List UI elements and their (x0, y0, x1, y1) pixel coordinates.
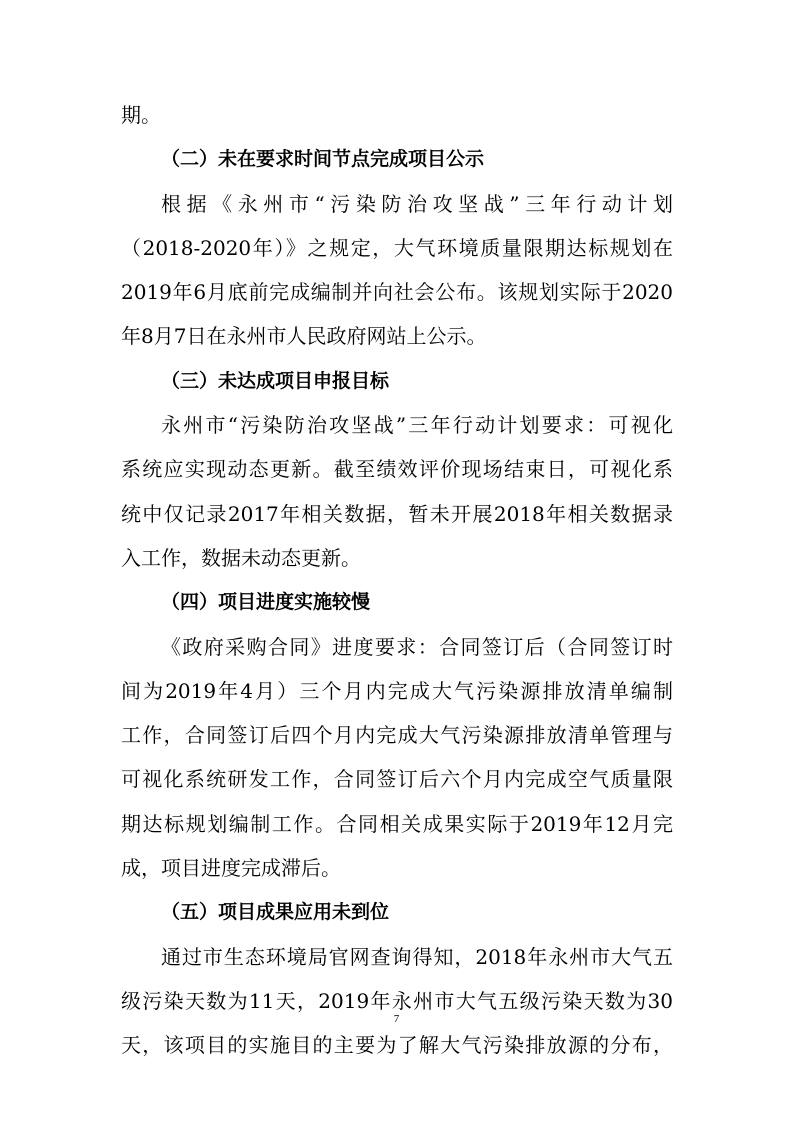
paragraph-line: 期达标规划编制工作。合同相关成果实际于2019年12月完 (121, 811, 673, 836)
paragraph-line: 入工作，数据未动态更新。 (121, 545, 361, 570)
paragraph-line: 成，项目进度完成滞后。 (121, 856, 341, 881)
paragraph-line: 统中仅记录2017年相关数据，暂未开展2018年相关数据录 (121, 501, 673, 526)
paragraph-line: 永州市“污染防治攻坚战”三年行动计划要求：可视化 (161, 413, 673, 438)
paragraph-line: 2019年6月底前完成编制并向社会公布。该规划实际于2020 (121, 280, 673, 305)
paragraph-line: 年8月7日在永州市人民政府网站上公示。 (121, 324, 487, 349)
paragraph-line: 根据《永州市“污染防治攻坚战”三年行动计划 (161, 191, 673, 216)
paragraph-line: 级污染天数为11天，2019年永州市大气五级污染天数为30 (121, 988, 673, 1013)
section-heading: （四）项目进度实施较慢 (161, 591, 371, 614)
paragraph-line: 《政府采购合同》进度要求：合同签订后（合同签订时 (161, 634, 673, 659)
page-number: 7 (393, 1013, 400, 1025)
paragraph-line: 间为2019年4月）三个月内完成大气污染源排放清单编制 (121, 678, 673, 703)
paragraph-line: 天，该项目的实施目的主要为了解大气污染排放源的分布， (121, 1033, 673, 1058)
section-heading: （三）未达成项目申报目标 (161, 369, 390, 392)
document-body (121, 93, 673, 1068)
paragraph-line: 通过市生态环境局官网查询得知，2018年永州市大气五 (161, 944, 673, 969)
paragraph-line: 系统应实现动态更新。截至绩效评价现场结束日，可视化系 (121, 457, 673, 482)
paragraph-line: 可视化系统研发工作，合同签订后六个月内完成空气质量限 (121, 767, 673, 792)
section-heading: （二）未在要求时间节点完成项目公示 (161, 148, 485, 171)
section-heading: （五）项目成果应用未到位 (161, 901, 390, 924)
paragraph-line: 期。 (121, 103, 161, 127)
paragraph-line: 工作，合同签订后四个月内完成大气污染源排放清单管理与 (121, 723, 673, 748)
paragraph-line: （2018-2020年）》之规定，大气环境质量限期达标规划在 (121, 235, 673, 260)
